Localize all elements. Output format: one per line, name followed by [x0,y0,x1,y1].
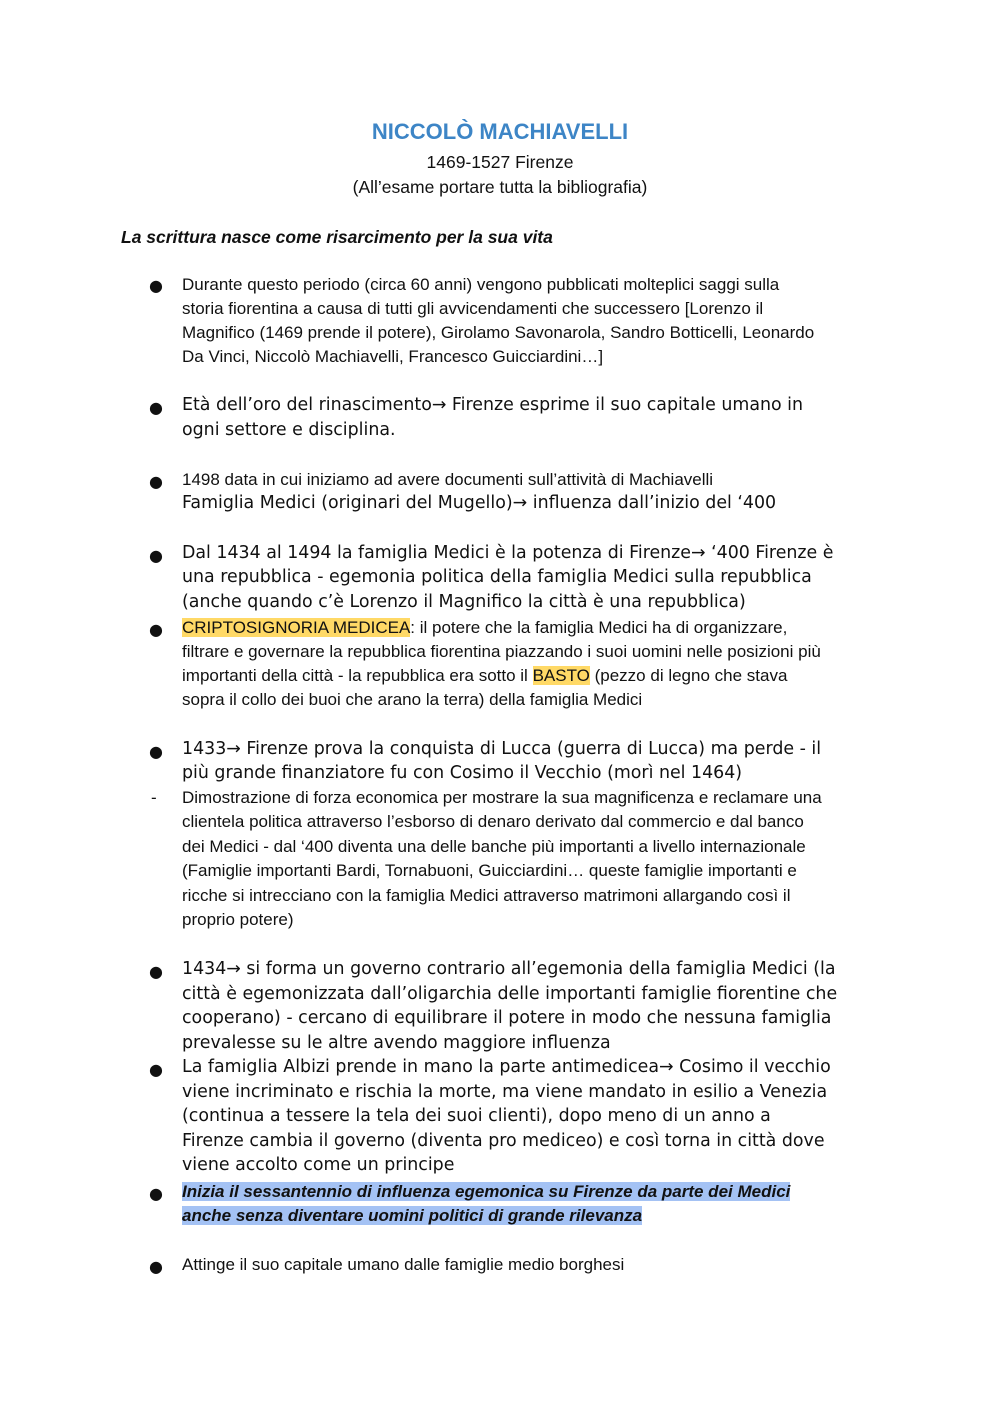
text-span: (pezzo di legno che stava [589,666,788,685]
text-line: 1498 data in cui iniziamo ad avere documenti sull’attività di Machiavelli [182,470,714,489]
text-line: Magnifico (1469 prende il potere), Girolamo Savonarola, Sandro Botticelli, Leonardo [182,323,815,342]
text-line [182,1206,642,1226]
text-line: 1433→ Firenze prova la conquista di Lucca (guerra di Lucca) ma perde - il [182,739,822,759]
text-line: più grande finanziatore fu con Cosimo il Vecchio (morì nel 1464) [182,763,743,783]
text-line: 1434→ si forma un governo contrario all’egemonia della famiglia Medici (la [182,959,836,979]
subtitle-note: (All’esame portare tutta la bibliografia) [352,177,648,197]
text-line: Da Vinci, Niccolò Machiavelli, Francesco Guicciardini…] [182,347,604,366]
text-line: viene incriminato e rischia la morte, ma viene mandato in esilio a Venezia [182,1082,828,1102]
text-line: ricche si intrecciano con la famiglia Medici attraverso matrimoni allargando così il [182,886,791,905]
text-line: Famiglia Medici (originari del Mugello)→ influenza dall’inizio del ‘400 [182,493,777,513]
section-heading: La scrittura nasce come risarcimento per la sua vita [121,227,553,247]
text-line [182,666,787,686]
bullet-icon: ● [149,1060,163,1079]
text-line [182,1182,790,1202]
bullet-icon: ● [149,1257,163,1276]
text-line: Durante questo periodo (circa 60 anni) vengono pubblicati molteplici saggi sulla [182,275,780,294]
bullet-icon: ● [149,620,163,639]
text-line: (anche quando c’è Lorenzo il Magnifico la città è una repubblica) [182,592,746,612]
text-line: proprio potere) [182,910,294,929]
text-line: Dimostrazione di forza economica per mostrare la sua magnificenza e reclamare una [182,788,822,807]
text-line: Firenze cambia il governo (diventa pro mediceo) e così torna in città dove [182,1131,825,1151]
bullet-icon: ● [149,472,163,491]
text-line: cooperano) - cercano di equilibrare il potere in modo che nessuna famiglia [182,1008,832,1028]
text-line: dei Medici - dal ‘400 diventa una delle banche più importanti a livello internazionale [182,837,806,856]
bullet-icon: ● [149,742,163,761]
text-line: Attinge il suo capitale umano dalle famiglie medio borghesi [182,1255,625,1274]
text-line: sopra il collo dei buoi che arano la terra) della famiglia Medici [182,690,643,709]
document-title: NICCOLÒ MACHIAVELLI [371,119,629,144]
bullet-icon: ● [149,398,163,417]
text-line: La famiglia Albizi prende in mano la parte antimedicea→ Cosimo il vecchio [182,1057,831,1077]
bullet-icon: ● [149,546,163,565]
text-line: clientela politica attraverso l’esborso di denaro derivato dal commercio e dal banco [182,812,804,831]
text-line: filtrare e governare la repubblica fiorentina piazzando i suoi uomini nelle posizioni più [182,642,821,661]
bullet-icon: ● [149,276,163,295]
subtitle-dates: 1469-1527 Firenze [426,152,574,172]
text-line: viene accolto come un principe [182,1155,455,1175]
text-span: importanti della città - la repubblica era sotto il [182,666,533,685]
highlighted-sentence: Inizia il sessantennio di influenza egemonica su Firenze da parte dei Medici [182,1182,791,1201]
highlighted-sentence: anche senza diventare uomini politici di grande rilevanza [182,1206,643,1225]
text-line: (continua a tessere la tela dei suoi clienti), dopo meno di un anno a [182,1106,771,1126]
text-line: Età dell’oro del rinascimento→ Firenze esprime il suo capitale umano in [182,395,804,415]
dash-icon: - [151,788,157,807]
text-line: Dal 1434 al 1494 la famiglia Medici è la potenza di Firenze→ ‘400 Firenze è [182,543,834,563]
text-line: storia fiorentina a causa di tutti gli avvicendamenti che successero [Lorenzo il [182,299,764,318]
highlighted-term: BASTO [532,666,590,685]
text-span: : il potere che la famiglia Medici ha di organizzare, [410,618,788,637]
bullet-icon: ● [149,962,163,981]
text-line: prevalesse su le altre avendo maggiore influenza [182,1033,611,1053]
bullet-icon: ● [149,1184,163,1203]
text-line [182,618,787,638]
text-line: (Famiglie importanti Bardi, Tornabuoni, Guicciardini… queste famiglie importanti e [182,861,797,880]
highlighted-term: CRIPTOSIGNORIA MEDICEA [182,618,411,637]
text-line: città è egemonizzata dall’oligarchia delle importanti famiglie fiorentine che [182,984,838,1004]
text-line: una repubblica - egemonia politica della famiglia Medici sulla repubblica [182,567,812,587]
text-line: ogni settore e disciplina. [182,420,396,440]
